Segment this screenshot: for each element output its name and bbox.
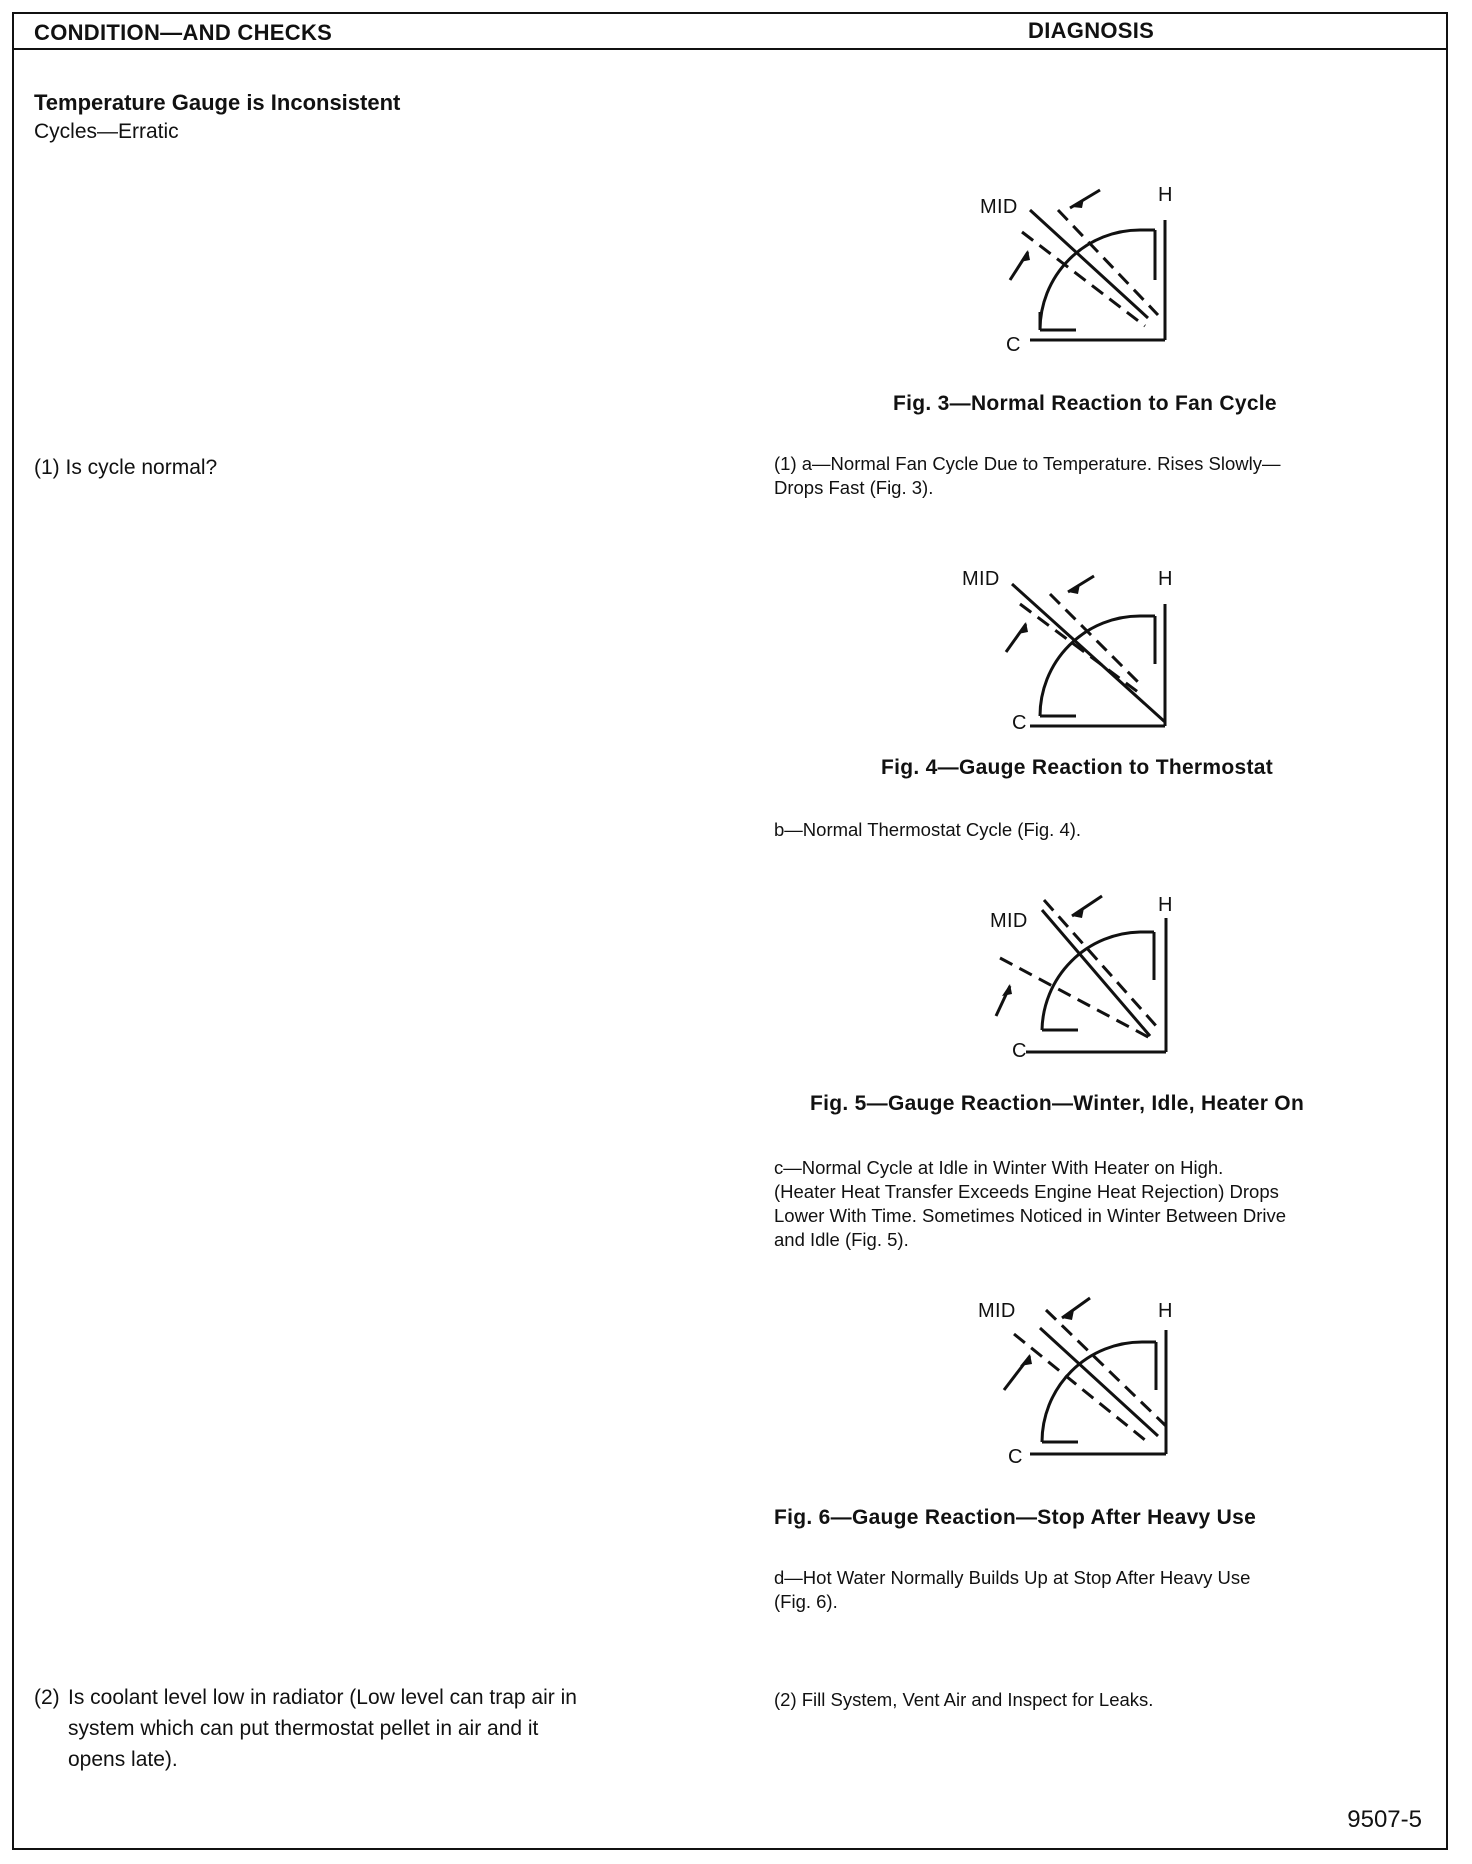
figure-3-caption: Fig. 3—Normal Reaction to Fan Cycle	[893, 392, 1277, 415]
fig5-label-cold: C	[1012, 1040, 1027, 1062]
fig4-label-cold: C	[1012, 712, 1027, 734]
fig3-label-cold: C	[1006, 334, 1021, 356]
diagnosis-b	[774, 818, 1344, 842]
check-2-line-2: system which can put thermostat pellet in air and it	[68, 1717, 539, 1740]
diagnosis-a-line-1: (1) a—Normal Fan Cycle Due to Temperature. Rises Slowly—	[774, 453, 1281, 474]
figure-5-caption: Fig. 5—Gauge Reaction—Winter, Idle, Heater On	[810, 1092, 1305, 1115]
check-1: (1) Is cycle normal?	[34, 456, 218, 479]
fig6-label-hot: H	[1158, 1300, 1173, 1322]
fig3-label-mid: MID	[980, 196, 1018, 218]
diagnosis-a	[774, 452, 1344, 500]
fig3-label-hot: H	[1158, 184, 1173, 206]
page-number: 9507-5	[1347, 1806, 1422, 1833]
fig5-label-mid: MID	[990, 910, 1028, 932]
diagnosis-d-line-1: d—Hot Water Normally Builds Up at Stop After Heavy Use	[774, 1567, 1251, 1588]
figure-6-caption: Fig. 6—Gauge Reaction—Stop After Heavy Use	[774, 1506, 1257, 1529]
check-2	[34, 1682, 684, 1775]
check-2-number: (2)	[34, 1686, 60, 1709]
check-2-line-3: opens late).	[68, 1748, 178, 1771]
fig6-label-mid: MID	[978, 1300, 1016, 1322]
condition-title: Temperature Gauge is Inconsistent	[34, 90, 401, 115]
diagnosis-c-line-1: c—Normal Cycle at Idle in Winter With Heater on High.	[774, 1157, 1224, 1178]
diagnosis-a-line-2: Drops Fast (Fig. 3).	[774, 477, 934, 498]
condition-column-header: CONDITION—AND CHECKS	[34, 20, 333, 45]
diagnosis-c-line-3: Lower With Time. Sometimes Noticed in Winter Between Drive	[774, 1205, 1287, 1226]
condition-subtitle: Cycles—Erratic	[34, 120, 179, 143]
fig6-label-cold: C	[1008, 1446, 1023, 1468]
header-divider	[12, 48, 1448, 50]
diagnosis-d-line-2: (Fig. 6).	[774, 1591, 838, 1612]
fig5-label-hot: H	[1158, 894, 1173, 916]
diagnosis-column-header: DIAGNOSIS	[1028, 18, 1155, 43]
diagnosis-c-line-2: (Heater Heat Transfer Exceeds Engine Heat Rejection) Drops	[774, 1181, 1279, 1202]
figure-4-diagram	[970, 564, 1180, 734]
diagnosis-d	[774, 1566, 1344, 1614]
diagnosis-c-line-4: and Idle (Fig. 5).	[774, 1229, 909, 1250]
fig4-label-hot: H	[1158, 568, 1173, 590]
diagnosis-fill	[774, 1688, 1344, 1712]
diagnosis-c	[774, 1156, 1344, 1252]
figure-4-caption: Fig. 4—Gauge Reaction to Thermostat	[881, 756, 1274, 779]
diagnosis-fill-line-1: (2) Fill System, Vent Air and Inspect for Leaks.	[774, 1689, 1154, 1710]
check-2-line-1: Is coolant level low in radiator (Low level can trap air in	[68, 1686, 577, 1709]
fig4-label-mid: MID	[962, 568, 1000, 590]
diagnosis-b-line-1: b—Normal Thermostat Cycle (Fig. 4).	[774, 819, 1082, 840]
